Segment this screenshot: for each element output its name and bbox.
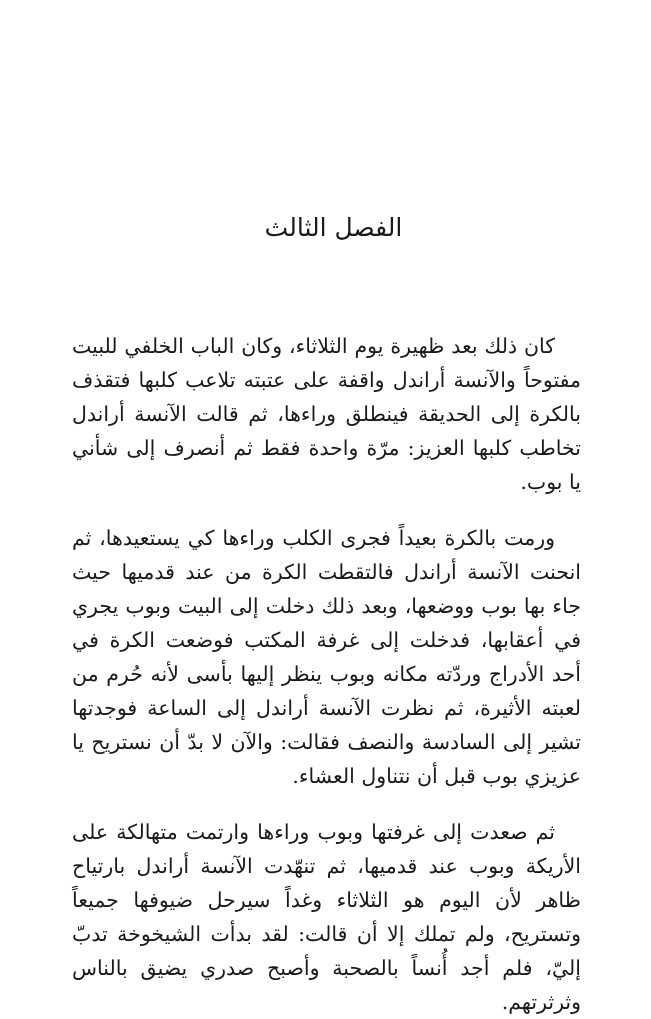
- paragraph: كان ذلك بعد ظهيرة يوم الثلاثاء، وكان الباب الخلفي للبيت مفتوحاً والآنسة أراندل واقفة على عتبته تلاعب كلبها فتقذف بالكرة إلى الحديقة فينطلق وراءها، ثم قالت الآنسة أراندل تخاطب كلبها العزيز: مرّة واحدة فقط ثم أنصرف إلى شأني يا بوب.: [72, 334, 581, 494]
- paragraph: ورمت بالكرة بعيداً فجرى الكلب وراءها كي يستعيدها، ثم انحنت الآنسة أراندل فالتقطت الكرة من عند قدميها حيث جاء بها بوب ووضعها، وبعد ذلك دخلت إلى البيت وبوب يجري في أعقابها، فدخلت إلى غرفة المكتب فوضعت الكرة في أحد الأدراج وردّته مكانه وبوب ينظر إليها بأسى لأنه حُرم من لعبته الأثيرة، ثم نظرت الآنسة أراندل إلى الساعة فوجدتها تشير إلى السادسة والنصف فقالت: والآن لا بدّ أن نستريح يا عزيزي بوب قبل أن نتناول العشاء.: [72, 526, 581, 788]
- paragraph: ثم صعدت إلى غرفتها وبوب وراءها وارتمت متهالكة على الأريكة وبوب عند قدميها، ثم تنهّدت الآنسة أراندل بارتياح ظاهر لأن اليوم هو الثلاثاء وغداً سيرحل ضيوفها جميعاً وتستريح، ولم تملك إلا أن قالت: لقد بدأت الشيخوخة تدبّ إليّ، فلم أجد أُنساً بالصحبة وأصبح صدري يضيق بالناس وثرثرتهم.: [72, 820, 581, 1014]
- chapter-body: [72, 329, 581, 1019]
- chapter-title: الفصل الثالث: [264, 213, 403, 242]
